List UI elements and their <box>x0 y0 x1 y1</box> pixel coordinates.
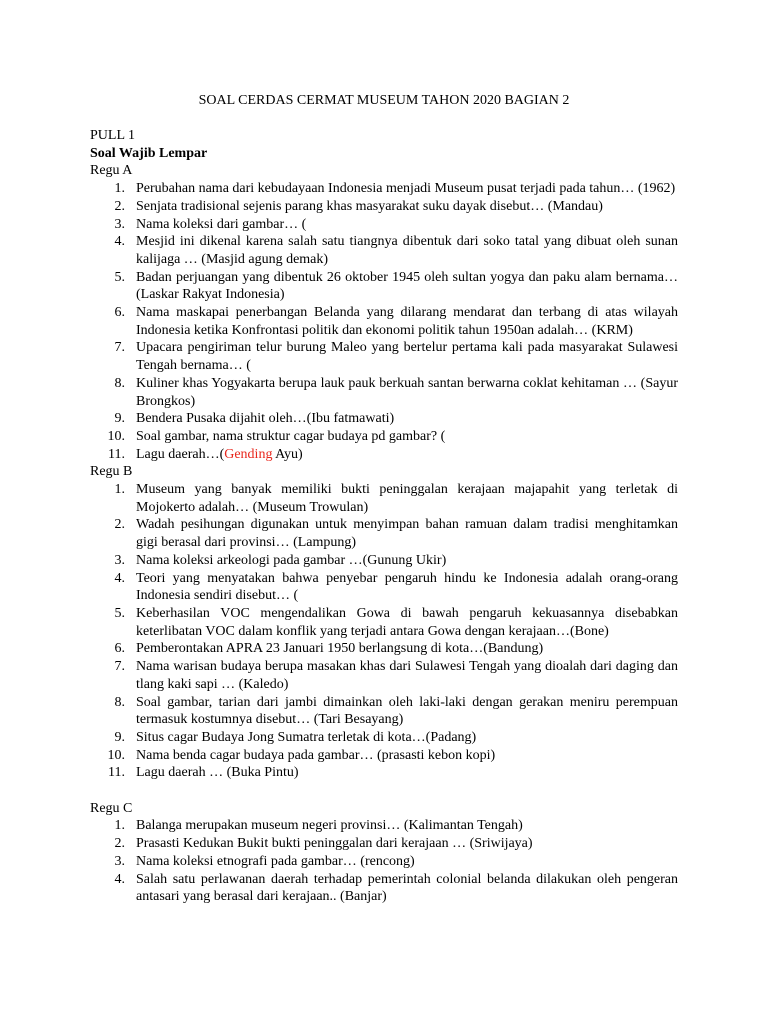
item-text: Mesjid ini dikenal karena salah satu tiangnya dibentuk dari soko tatal yang dibuat oleh sunan kalijaga … (Masjid agung demak) <box>136 234 678 267</box>
item-text: Balanga merupakan museum negeri provinsi… (Kalimantan Tengah) <box>136 818 523 834</box>
list-item <box>90 339 678 374</box>
regu-a-label: Regu A <box>90 163 133 179</box>
item-number: 7. <box>114 659 125 675</box>
item-text: Kuliner khas Yogyakarta berupa lauk pauk berkuah santan berwarna coklat kehitaman … (Sayur Brongkos) <box>136 375 678 409</box>
item-text: Nama koleksi dari gambar… ( <box>136 216 307 232</box>
list-item <box>90 428 678 446</box>
item-text: Upacara pengiriman telur burung Maleo yang bertelur pertama kali pada masyarakat Sulawesi Tengah bernama… ( <box>136 340 678 374</box>
list-item <box>90 658 678 693</box>
list-item <box>90 817 678 835</box>
item-number: 3. <box>114 853 125 869</box>
list-item <box>90 481 678 516</box>
item-number: 10. <box>107 428 125 444</box>
item-text-before: Lagu daerah…( <box>136 446 225 462</box>
item-number: 9. <box>114 729 125 745</box>
item-text: Wadah pesihungan digunakan untuk menyimpan bahan ramuan dalam tradisi menghitamkan gigi berasal dari provinsi… (Lampung) <box>136 517 678 551</box>
item-number: 8. <box>114 694 125 710</box>
regu-c-label: Regu C <box>90 800 133 816</box>
item-number: 5. <box>114 605 125 621</box>
regu-b-label: Regu B <box>90 464 133 480</box>
item-text: Soal gambar, nama struktur cagar budaya pd gambar? ( <box>136 428 446 444</box>
item-text: Senjata tradisional sejenis parang khas masyarakat suku dayak disebut… (Mandau) <box>136 198 603 214</box>
item-text: Nama koleksi etnografi pada gambar… (rencong) <box>136 853 415 869</box>
item-number: 7. <box>114 340 125 356</box>
list-item <box>90 605 678 640</box>
item-number: 5. <box>114 269 125 285</box>
item-number: 1. <box>114 181 125 197</box>
list-item <box>90 516 678 551</box>
section-subtitle: Soal Wajib Lempar <box>90 145 208 161</box>
item-number: 8. <box>114 375 125 391</box>
item-number: 2. <box>114 836 125 852</box>
list-item <box>90 835 678 853</box>
list-item <box>90 216 678 234</box>
list-item <box>90 694 678 729</box>
item-text: Prasasti Kedukan Bukit bukti peninggalan dari kerajaan … (Sriwijaya) <box>136 836 533 852</box>
list-item <box>90 747 678 765</box>
blank-line <box>90 782 678 800</box>
list-item <box>90 853 678 871</box>
item-text: Soal gambar, tarian dari jambi dimainkan oleh laki-laki dengan gerakan meniru perempuan termasuk kostumnya disebut… (Tari Besayang) <box>136 694 678 728</box>
list-item <box>90 180 678 198</box>
item-number: 6. <box>114 641 125 657</box>
item-number: 2. <box>114 198 125 214</box>
item-number: 3. <box>114 216 125 232</box>
item-number: 11. <box>108 446 125 462</box>
item-text: Situs cagar Budaya Jong Sumatra terletak di kota…(Padang) <box>136 729 477 745</box>
regu-a-list <box>90 180 678 463</box>
item-number: 2. <box>114 517 125 533</box>
item-text: Nama koleksi arkeologi pada gambar …(Gunung Ukir) <box>136 552 447 568</box>
list-item <box>90 198 678 216</box>
list-item <box>90 410 678 428</box>
list-item <box>90 446 678 464</box>
item-number: 1. <box>114 818 125 834</box>
item-text: Badan perjuangan yang dibentuk 26 oktober 1945 oleh sultan yogya dan paku alam bernama… (Laskar Rakyat Indonesia) <box>136 269 678 303</box>
item-number: 1. <box>114 482 125 498</box>
item-text: Lagu daerah … (Buka Pintu) <box>136 765 299 781</box>
item-number: 10. <box>107 747 125 763</box>
item-number: 6. <box>114 305 125 321</box>
regu-b-list <box>90 481 678 782</box>
list-item <box>90 570 678 605</box>
list-item <box>90 304 678 339</box>
item-text: Teori yang menyatakan bahwa penyebar pengaruh hindu ke Indonesia adalah orang-orang Indonesia sendiri disebut… ( <box>136 570 678 604</box>
item-text: Nama maskapai penerbangan Belanda yang dilarang mendarat dan terbang di atas wilayah Indonesia ketika Konfrontasi politik dan ekonomi politik tahun 1950an adalah… (KRM) <box>136 305 678 338</box>
item-number: 9. <box>114 411 125 427</box>
list-item <box>90 233 678 268</box>
list-item <box>90 640 678 658</box>
item-number: 3. <box>114 552 125 568</box>
item-text: Pemberontakan APRA 23 Januari 1950 berlangsung di kota…(Bandung) <box>136 641 544 657</box>
item-text: Bendera Pusaka dijahit oleh…(Ibu fatmawati) <box>136 411 395 427</box>
item-text: Museum yang banyak memiliki bukti peninggalan kerajaan majapahit yang terletak di Mojokerto adalah… (Museum Trowulan) <box>136 482 678 515</box>
item-text: Keberhasilan VOC mengendalikan Gowa di bawah pengaruh kekuasannya disebabkan keterlibatan VOC dalam konflik yang terjadi antara Gowa dengan kerajaan…(Bone) <box>136 605 678 639</box>
regu-c-list <box>90 817 678 906</box>
list-item <box>90 729 678 747</box>
document-title: SOAL CERDAS CERMAT MUSEUM TAHON 2020 BAGIAN 2 <box>198 93 570 108</box>
list-item <box>90 871 678 906</box>
item-text: Nama warisan budaya berupa masakan khas dari Sulawesi Tengah yang dioalah dari daging dan tlang kaki sapi … (Kaledo) <box>136 659 678 692</box>
document-body <box>90 127 678 906</box>
list-item <box>90 764 678 782</box>
item-number: 4. <box>114 871 125 887</box>
pull-label: PULL 1 <box>90 128 135 143</box>
item-number: 4. <box>114 570 125 586</box>
item-number: 4. <box>114 234 125 250</box>
item-text: Perubahan nama dari kebudayaan Indonesia menjadi Museum pusat terjadi pada tahun… (1962) <box>136 181 676 197</box>
list-item <box>90 269 678 304</box>
list-item <box>90 552 678 570</box>
item-number: 11. <box>108 765 125 781</box>
highlighted-word: Gending <box>224 446 273 462</box>
item-text-after: Ayu) <box>272 446 303 462</box>
item-text: Salah satu perlawanan daerah terhadap pemerintah colonial belanda dilakukan oleh pengeran antasari yang berasal dari kerajaan.. (Banjar) <box>136 871 678 905</box>
list-item <box>90 375 678 410</box>
item-text: Nama benda cagar budaya pada gambar… (prasasti kebon kopi) <box>136 747 496 763</box>
